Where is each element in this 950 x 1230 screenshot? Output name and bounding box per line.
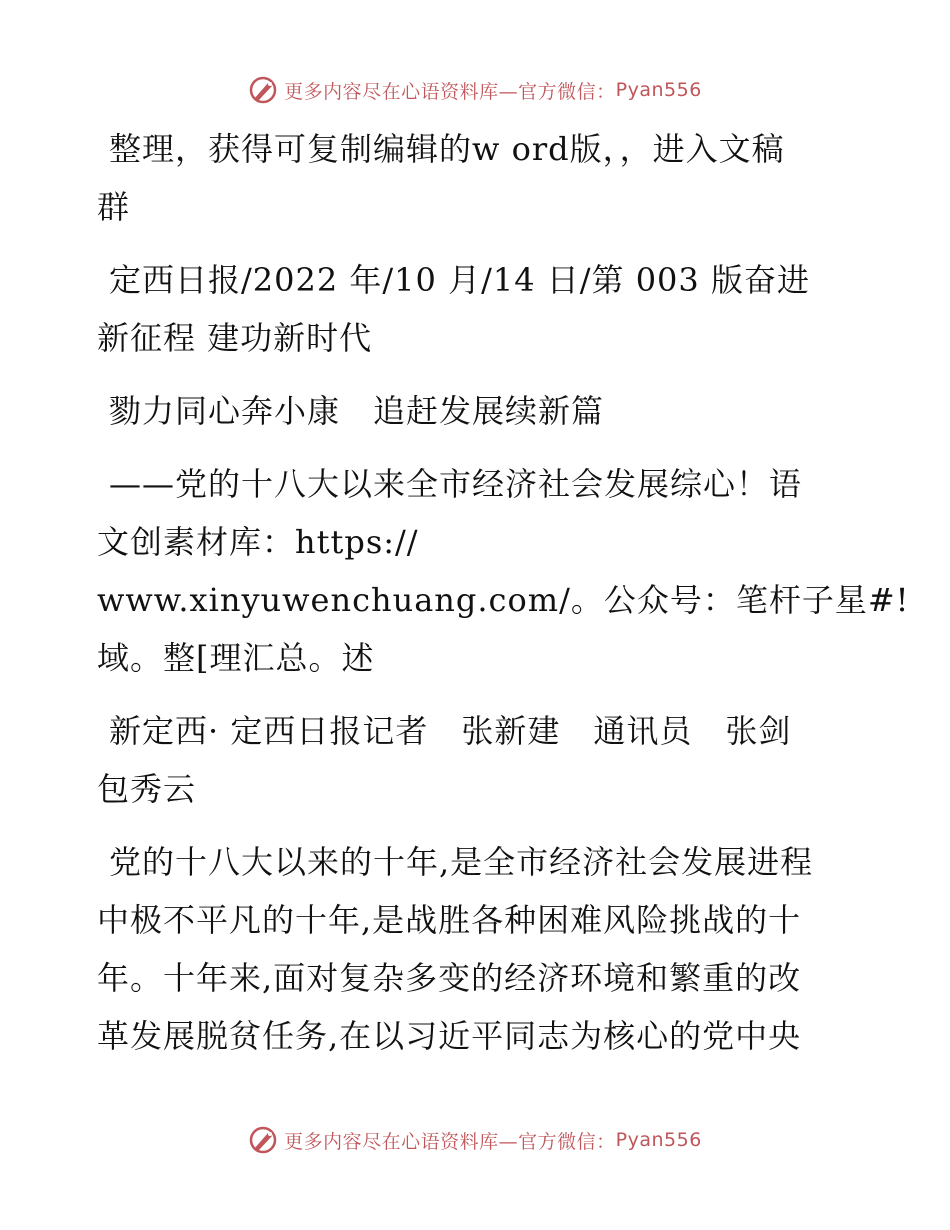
document-body	[97, 120, 910, 1080]
article-title	[97, 382, 857, 440]
paragraph-intro	[97, 120, 857, 236]
header-banner-text: 更多内容尽在心语资料库—官方微信：	[284, 80, 616, 103]
footer-banner-text: 更多内容尽在心语资料库—官方微信：	[284, 1130, 616, 1153]
text-line: 定西日报/2022 年/10 月/14 日/第 003 版奋进	[109, 261, 810, 299]
text-line: 新征程 建功新时代	[97, 319, 373, 357]
text-line: 域。整[理汇总。述	[97, 639, 375, 677]
text-line: 中极不平凡的十年,是战胜各种困难风险挑战的十	[97, 901, 802, 939]
paragraph-source	[97, 251, 857, 367]
header-banner	[0, 70, 950, 110]
text-line: 年。十年来,面对复杂多变的经济环境和繁重的改	[97, 959, 802, 997]
text-line: ——党的十八大以来全市经济社会发展综心！语	[109, 465, 803, 503]
text-line: 文创素材库：https://	[97, 523, 419, 561]
text-line: 新定西· 定西日报记者 张新建 通讯员 张剑	[109, 712, 792, 750]
paragraph-body	[97, 833, 857, 1065]
article-subtitle	[97, 455, 910, 687]
pen-logo-icon	[248, 75, 278, 105]
text-line: 勠力同心奔小康 追赶发展续新篇	[109, 392, 605, 430]
footer-banner-wechat: Pyan556	[615, 1129, 702, 1151]
byline	[97, 702, 857, 818]
header-banner-wechat: Pyan556	[615, 79, 702, 101]
text-line: 群	[97, 188, 131, 226]
footer-banner	[0, 1120, 950, 1160]
text-line: 整理，获得可复制编辑的w ord版，，进入文稿	[109, 130, 785, 168]
text-line: 党的十八大以来的十年,是全市经济社会发展进程	[109, 843, 814, 881]
text-line: 革发展脱贫任务,在以习近平同志为核心的党中央	[97, 1017, 802, 1055]
text-line: www.xinyuwenchuang.com/。公众号：笔杆子星#!	[97, 581, 910, 619]
pen-logo-icon	[248, 1125, 278, 1155]
text-line: 包秀云	[97, 770, 197, 808]
